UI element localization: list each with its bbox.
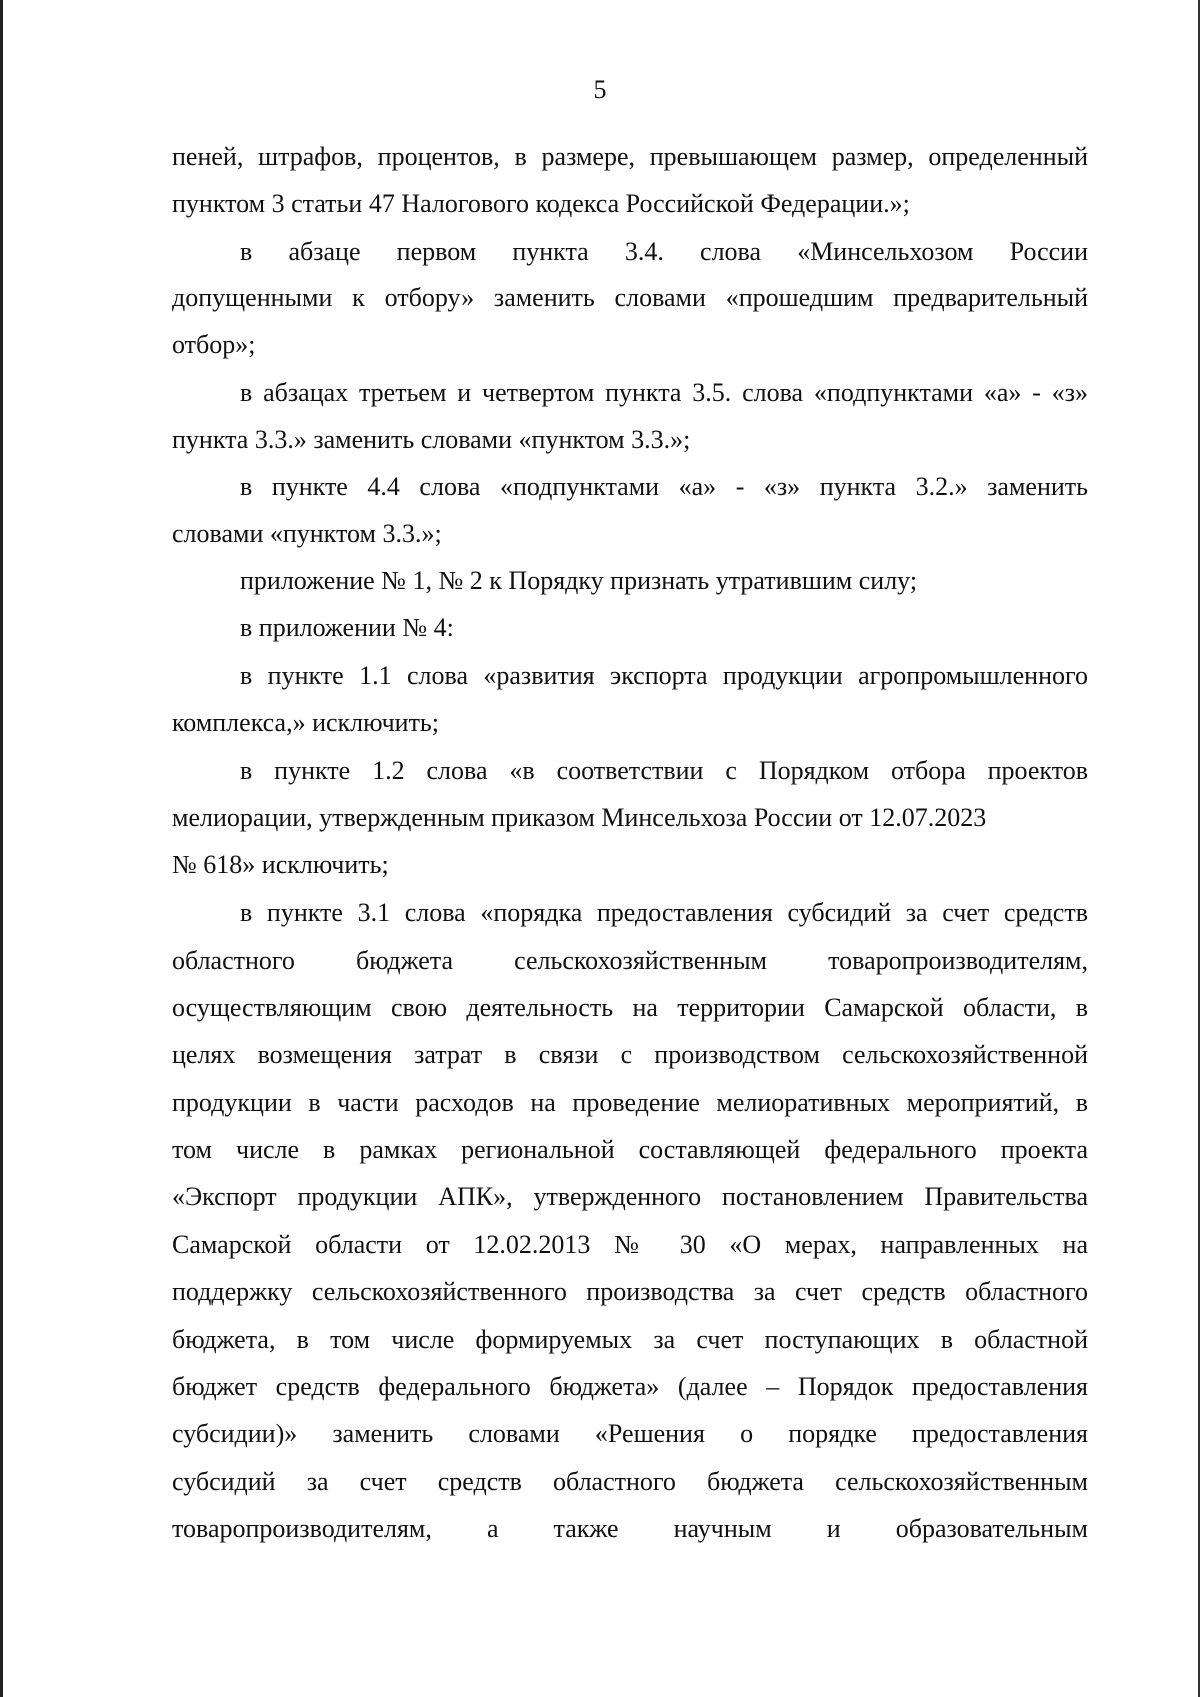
text-line: осуществляющим свою деятельность на территории Самарской области, в: [172, 993, 1088, 1022]
paragraph-first-line: в приложении № 4:: [240, 613, 454, 642]
paragraph-first-line: в абзаце первом пункта 3.4. слова «Минсельхозом России: [240, 237, 1088, 266]
paragraph-first-line: в пункте 1.2 слова «в соответствии с Порядком отбора проектов: [240, 756, 1088, 785]
text-line: целях возмещения затрат в связи с производством сельскохозяйственной: [172, 1040, 1088, 1069]
paragraph-first-line: приложение № 1, № 2 к Порядку признать утратившим силу;: [240, 566, 918, 595]
text-line: том числе в рамках региональной составляющей федерального проекта: [172, 1135, 1088, 1164]
text-line: Самарской области от 12.02.2013 № 30 «О мерах, направленных на: [172, 1230, 1088, 1259]
text-line: субсидий за счет средств областного бюджета сельскохозяйственным: [172, 1467, 1088, 1496]
paragraph-first-line: в пункте 4.4 слова «подпунктами «а» - «з» пункта 3.2.» заменить: [240, 472, 1088, 501]
text-line: бюджета, в том числе формируемых за счет поступающих в областной: [172, 1325, 1088, 1354]
text-line: пунктом 3 статьи 47 Налогового кодекса Российской Федерации.»;: [172, 189, 910, 218]
text-line: товаропроизводителям, а также научным и образовательным: [172, 1514, 1088, 1543]
text-line: поддержку сельскохозяйственного производства за счет средств областного: [172, 1277, 1088, 1306]
text-line: «Экспорт продукции АПК», утвержденного постановлением Правительства: [172, 1182, 1088, 1211]
text-line: пеней, штрафов, процентов, в размере, превышающем размер, определенный: [172, 142, 1088, 171]
paragraph-first-line: в абзацах третьем и четвертом пункта 3.5. слова «подпунктами «а» - «з»: [240, 378, 1088, 407]
text-line: областного бюджета сельскохозяйственным товаропроизводителям,: [172, 946, 1088, 975]
text-line: продукции в части расходов на проведение мелиоративных мероприятий, в: [172, 1088, 1088, 1117]
paragraph-first-line: в пункте 1.1 слова «развития экспорта продукции агропромышленного: [240, 661, 1088, 690]
text-line: субсидии)» заменить словами «Решения о порядке предоставления: [172, 1419, 1088, 1448]
text-line: пункта 3.3.» заменить словами «пунктом 3.3.»;: [172, 425, 691, 454]
text-line: отбор»;: [172, 330, 256, 359]
text-line: мелиорации, утвержденным приказом Минсельхоза России от 12.07.2023: [172, 803, 987, 832]
text-line: бюджет средств федерального бюджета» (далее – Порядок предоставления: [172, 1372, 1088, 1401]
text-line: допущенными к отбору» заменить словами «прошедшим предварительный: [172, 283, 1088, 312]
page-number: 5: [593, 75, 607, 104]
text-line: № 618» исключить;: [172, 850, 389, 879]
text-line: комплекса,» исключить;: [172, 708, 440, 737]
paragraph-first-line: в пункте 3.1 слова «порядка предоставления субсидий за счет средств: [240, 898, 1088, 927]
scan-edge-left: [0, 0, 3, 1697]
text-line: словами «пунктом 3.3.»;: [172, 519, 442, 548]
